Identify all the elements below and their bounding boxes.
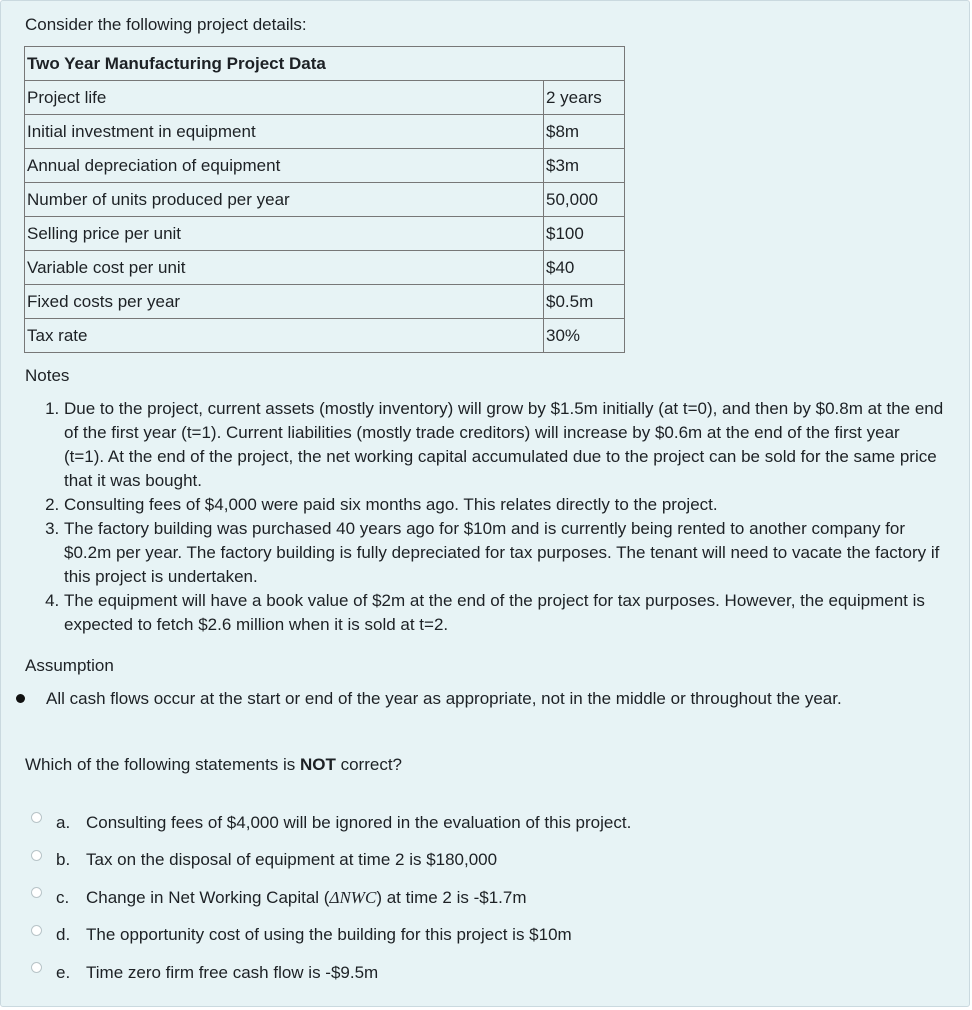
table-row bbox=[25, 183, 625, 217]
row-label: Number of units produced per year bbox=[25, 183, 544, 217]
option-letter: c. bbox=[56, 887, 70, 907]
radio-button[interactable] bbox=[31, 850, 42, 861]
table-row bbox=[25, 115, 625, 149]
option-letter: b. bbox=[56, 850, 71, 870]
row-value: $0.5m bbox=[544, 285, 625, 319]
project-data-table bbox=[24, 46, 625, 353]
table-header-row bbox=[25, 47, 625, 81]
row-value: $8m bbox=[544, 115, 625, 149]
row-label: Fixed costs per year bbox=[25, 285, 544, 319]
intro-text: Consider the following project details: bbox=[25, 15, 307, 34]
notes-list bbox=[25, 397, 944, 637]
radio-button[interactable] bbox=[31, 887, 42, 898]
row-value: $40 bbox=[544, 251, 625, 285]
option-text: The opportunity cost of using the building for this project is $10m bbox=[86, 925, 572, 945]
assumption-item bbox=[46, 687, 946, 711]
answer-option-d[interactable] bbox=[31, 917, 631, 955]
assumption-heading: Assumption bbox=[25, 656, 114, 675]
table-row bbox=[25, 251, 625, 285]
note-item: 2. Consulting fees of $4,000 were paid six months ago. This relates directly to the project. bbox=[64, 493, 944, 517]
radio-button[interactable] bbox=[31, 962, 42, 973]
table-row bbox=[25, 319, 625, 353]
option-text-before: Change in Net Working Capital ( bbox=[86, 887, 330, 907]
row-label: Initial investment in equipment bbox=[25, 115, 544, 149]
option-text bbox=[86, 888, 527, 908]
note-item: 3. The factory building was purchased 40 years ago for $10m and is currently being rented to another company for $0.2m per year. The factory building is fully depreciated for tax purposes. The tenant will need to vacate the factory if this project is undertaken. bbox=[64, 517, 944, 589]
math-delta-nwc: ΔNWC bbox=[329, 887, 377, 907]
row-label: Variable cost per unit bbox=[25, 251, 544, 285]
answer-option-e[interactable] bbox=[31, 954, 631, 992]
bullet-icon bbox=[16, 694, 25, 703]
row-label: Tax rate bbox=[25, 319, 544, 353]
answer-option-a[interactable] bbox=[31, 804, 631, 842]
option-letter: e. bbox=[56, 962, 71, 982]
note-item: 4. The equipment will have a book value of $2m at the end of the project for tax purposes. However, the equipment is expected to fetch $2.6 million when it is sold at t=2. bbox=[64, 589, 944, 637]
row-label: Annual depreciation of equipment bbox=[25, 149, 544, 183]
row-value: 2 years bbox=[544, 81, 625, 115]
assumption-text: All cash flows occur at the start or end of the year as appropriate, not in the middle or throughout the year. bbox=[46, 689, 842, 708]
option-letter: a. bbox=[56, 812, 71, 832]
row-value: 30% bbox=[544, 319, 625, 353]
row-value: 50,000 bbox=[544, 183, 625, 217]
question-prompt bbox=[25, 755, 402, 775]
answer-option-c[interactable] bbox=[31, 879, 631, 917]
table-title: Two Year Manufacturing Project Data bbox=[25, 47, 625, 81]
notes-heading: Notes bbox=[25, 366, 70, 385]
row-value: $100 bbox=[544, 217, 625, 251]
radio-button[interactable] bbox=[31, 925, 42, 936]
question-text-after: correct? bbox=[335, 755, 402, 774]
table-row bbox=[25, 149, 625, 183]
answer-options bbox=[31, 804, 631, 992]
answer-option-b[interactable] bbox=[31, 842, 631, 880]
option-text: Consulting fees of $4,000 will be ignored in the evaluation of this project. bbox=[86, 812, 632, 832]
question-text-before: Which of the following statements is bbox=[25, 755, 300, 774]
radio-button[interactable] bbox=[31, 812, 42, 823]
option-text-after: ) at time 2 is -$1.7m bbox=[376, 887, 527, 907]
row-label: Project life bbox=[25, 81, 544, 115]
table-row bbox=[25, 81, 625, 115]
table-row bbox=[25, 285, 625, 319]
question-emphasis: NOT bbox=[299, 755, 336, 774]
option-text: Time zero firm free cash flow is -$9.5m bbox=[86, 962, 379, 982]
option-text: Tax on the disposal of equipment at time 2 is $180,000 bbox=[86, 850, 498, 870]
note-item: 1. Due to the project, current assets (mostly inventory) will grow by $1.5m initially (at t=0), and then by $0.8m at the end of the first year (t=1). Current liabilities (mostly trade creditors) will increase by $0.6m at the end of the first year (t=1). At the end of the project, the net working capital accumulated due to the project can be sold for the same price that it was bought. bbox=[64, 397, 944, 493]
option-letter: d. bbox=[56, 925, 71, 945]
row-label: Selling price per unit bbox=[25, 217, 544, 251]
assumption-list bbox=[1, 687, 946, 711]
row-value: $3m bbox=[544, 149, 625, 183]
table-row bbox=[25, 217, 625, 251]
